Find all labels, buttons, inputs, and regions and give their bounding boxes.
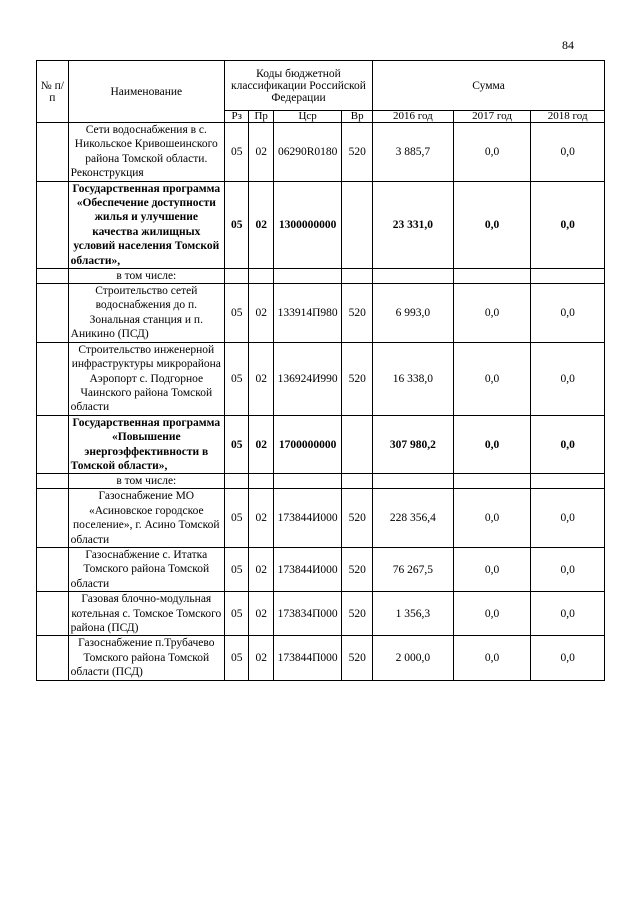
row-rz: 05 <box>224 123 249 182</box>
row-sum-2016: 3 885,7 <box>373 123 454 182</box>
table-row <box>37 342 605 415</box>
row-sum-2018: 0,0 <box>531 489 605 548</box>
row-number <box>37 415 69 474</box>
row-name: Газоснабжение с. Итатка Томского района Томской области <box>68 547 224 591</box>
table-row <box>37 489 605 548</box>
row-sum-2017: 0,0 <box>453 181 531 268</box>
row-sum-2016: 76 267,5 <box>373 547 454 591</box>
row-csr: 173844И000 <box>273 547 341 591</box>
row-number <box>37 636 69 680</box>
row-sum-2018: 0,0 <box>531 284 605 343</box>
row-sum-2018: 0,0 <box>531 123 605 182</box>
header-2017: 2017 год <box>453 111 531 123</box>
row-pr: 02 <box>249 342 274 415</box>
row-sum-2017: 0,0 <box>453 592 531 636</box>
row-sum-2016: 23 331,0 <box>373 181 454 268</box>
row-pr: 02 <box>249 181 274 268</box>
header-rz: Рз <box>224 111 249 123</box>
row-name: Газовая блочно-модульная котельная с. Томское Томского района (ПСД) <box>68 592 224 636</box>
table-row <box>37 592 605 636</box>
row-sum-2016: 2 000,0 <box>373 636 454 680</box>
row-sum-2017: 0,0 <box>453 284 531 343</box>
row-name: в том числе: <box>68 269 224 284</box>
row-rz: 05 <box>224 592 249 636</box>
row-csr: 173844П000 <box>273 636 341 680</box>
row-pr: 02 <box>249 489 274 548</box>
row-name: Строительство сетей водоснабжения до п. Зональная станция и п. Аникино (ПСД) <box>68 284 224 343</box>
row-sum-2018: 0,0 <box>531 636 605 680</box>
row-csr: 1300000000 <box>273 181 341 268</box>
header-sum: Сумма <box>373 61 605 111</box>
row-pr: 02 <box>249 415 274 474</box>
row-sum-2017: 0,0 <box>453 123 531 182</box>
row-number <box>37 181 69 268</box>
row-name: Сети водоснабжения в с. Никольское Кривошеинского района Томской области. Реконструкция <box>68 123 224 182</box>
row-number <box>37 284 69 343</box>
header-vr: Вр <box>342 111 373 123</box>
row-vr: 520 <box>342 592 373 636</box>
row-vr: 520 <box>342 489 373 548</box>
budget-table <box>36 60 605 681</box>
page-number: 84 <box>562 38 574 52</box>
row-pr: 02 <box>249 592 274 636</box>
row-name: Газоснабжение п.Трубачево Томского района Томской области (ПСД) <box>68 636 224 680</box>
row-sum-2018: 0,0 <box>531 592 605 636</box>
row-name: Государственная программа «Повышение энергоэффективности в Томской области», <box>68 415 224 474</box>
row-name: Строительство инженерной инфраструктуры микрорайона Аэропорт с. Подгорное Чаинского района Томской области <box>68 342 224 415</box>
subheading-row <box>37 474 605 489</box>
row-csr: 173834П000 <box>273 592 341 636</box>
row-name: Газоснабжение МО «Асиновское городское поселение», г. Асино Томской области <box>68 489 224 548</box>
row-csr: 136924И990 <box>273 342 341 415</box>
row-number <box>37 547 69 591</box>
row-number <box>37 269 69 284</box>
table-row <box>37 636 605 680</box>
row-rz: 05 <box>224 181 249 268</box>
row-csr: 133914П980 <box>273 284 341 343</box>
row-csr: 173844И000 <box>273 489 341 548</box>
row-vr <box>342 181 373 268</box>
row-pr: 02 <box>249 636 274 680</box>
row-vr: 520 <box>342 123 373 182</box>
header-csr: Цср <box>273 111 341 123</box>
row-rz: 05 <box>224 415 249 474</box>
header-name: Наименование <box>68 61 224 123</box>
subheading-row <box>37 269 605 284</box>
header-2018: 2018 год <box>531 111 605 123</box>
program-row <box>37 181 605 268</box>
row-sum-2018: 0,0 <box>531 547 605 591</box>
row-number <box>37 592 69 636</box>
row-csr: 06290R0180 <box>273 123 341 182</box>
row-sum-2016: 1 356,3 <box>373 592 454 636</box>
program-row <box>37 415 605 474</box>
row-vr: 520 <box>342 284 373 343</box>
row-rz: 05 <box>224 547 249 591</box>
header-codes: Коды бюджетной классификации Российской Федерации <box>224 61 372 111</box>
row-csr: 1700000000 <box>273 415 341 474</box>
row-sum-2018: 0,0 <box>531 342 605 415</box>
table-row <box>37 123 605 182</box>
row-pr: 02 <box>249 123 274 182</box>
header-number: № п/п <box>37 61 69 123</box>
row-rz: 05 <box>224 342 249 415</box>
row-vr: 520 <box>342 342 373 415</box>
row-rz: 05 <box>224 284 249 343</box>
row-sum-2017: 0,0 <box>453 415 531 474</box>
row-rz: 05 <box>224 489 249 548</box>
row-vr: 520 <box>342 636 373 680</box>
row-sum-2016: 307 980,2 <box>373 415 454 474</box>
row-number <box>37 489 69 548</box>
row-sum-2017: 0,0 <box>453 547 531 591</box>
row-name: Государственная программа «Обеспечение доступности жилья и улучшение качества жилищных условий населения Томской области», <box>68 181 224 268</box>
row-sum-2018: 0,0 <box>531 415 605 474</box>
row-vr: 520 <box>342 547 373 591</box>
row-pr: 02 <box>249 547 274 591</box>
row-sum-2016: 16 338,0 <box>373 342 454 415</box>
row-sum-2016: 6 993,0 <box>373 284 454 343</box>
row-number <box>37 474 69 489</box>
row-vr <box>342 415 373 474</box>
row-name: в том числе: <box>68 474 224 489</box>
row-rz: 05 <box>224 636 249 680</box>
row-sum-2017: 0,0 <box>453 489 531 548</box>
row-sum-2017: 0,0 <box>453 636 531 680</box>
table-row <box>37 284 605 343</box>
header-2016: 2016 год <box>373 111 454 123</box>
header-pr: Пр <box>249 111 274 123</box>
row-number <box>37 123 69 182</box>
table-row <box>37 547 605 591</box>
row-sum-2017: 0,0 <box>453 342 531 415</box>
row-sum-2016: 228 356,4 <box>373 489 454 548</box>
row-sum-2018: 0,0 <box>531 181 605 268</box>
row-number <box>37 342 69 415</box>
row-pr: 02 <box>249 284 274 343</box>
